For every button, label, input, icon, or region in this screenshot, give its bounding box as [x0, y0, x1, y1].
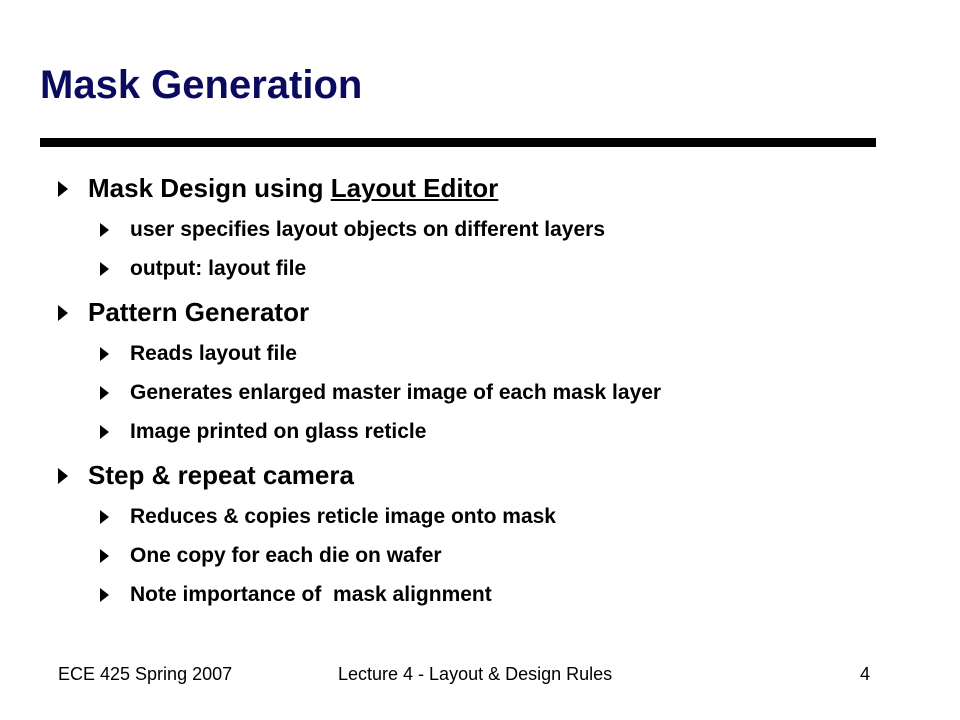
sub-bullet-arrow-icon: [100, 347, 109, 361]
bullet-arrow-icon: [58, 468, 68, 484]
title-divider: [40, 138, 876, 147]
sub-bullet-text: Note importance of mask alignment: [130, 583, 492, 606]
bullet-text: Step & repeat camera: [88, 460, 354, 490]
sub-bullet-arrow-icon: [100, 223, 109, 237]
bullet-text: Mask Design using: [88, 173, 331, 203]
layout-editor-link[interactable]: Layout Editor: [330, 173, 499, 203]
sub-bullet: [58, 380, 918, 406]
sub-bullet-text: Image printed on glass reticle: [130, 420, 427, 443]
sub-bullet: [58, 256, 918, 282]
footer-page-number: 4: [860, 664, 871, 684]
sub-bullet: [58, 504, 918, 530]
bullet-list: [58, 172, 918, 608]
sub-bullet-arrow-icon: [100, 588, 109, 602]
sub-bullet-arrow-icon: [100, 510, 109, 524]
bullet-text: Pattern Generator: [88, 297, 310, 327]
bullet-arrow-icon: [58, 305, 68, 321]
sub-bullet-arrow-icon: [100, 549, 109, 563]
sub-bullet-text: One copy for each die on wafer: [130, 544, 442, 567]
sub-bullet: [58, 582, 918, 608]
footer-course: ECE 425 Spring 2007: [58, 664, 233, 684]
sub-bullet-text: Reduces & copies reticle image onto mask: [130, 505, 556, 528]
sub-bullet-text: Generates enlarged master image of each mask layer: [130, 381, 662, 404]
sub-bullet-text: output: layout file: [130, 257, 307, 280]
sub-bullet-text: Reads layout file: [130, 342, 297, 365]
sub-bullet: [58, 341, 918, 367]
footer-lecture: Lecture 4 - Layout & Design Rules: [338, 664, 613, 684]
sub-bullet: [58, 217, 918, 243]
slide-title: Mask Generation: [40, 63, 363, 107]
bullet-arrow-icon: [58, 181, 68, 197]
sub-bullet: [58, 419, 918, 445]
sub-bullet-text: user specifies layout objects on different layers: [130, 218, 605, 241]
sub-bullet-arrow-icon: [100, 386, 109, 400]
bullet-step-repeat: [58, 459, 918, 491]
sub-bullet-arrow-icon: [100, 262, 109, 276]
bullet-mask-design: [58, 172, 918, 204]
sub-bullet-arrow-icon: [100, 425, 109, 439]
sub-bullet: [58, 543, 918, 569]
bullet-pattern-generator: [58, 296, 918, 328]
